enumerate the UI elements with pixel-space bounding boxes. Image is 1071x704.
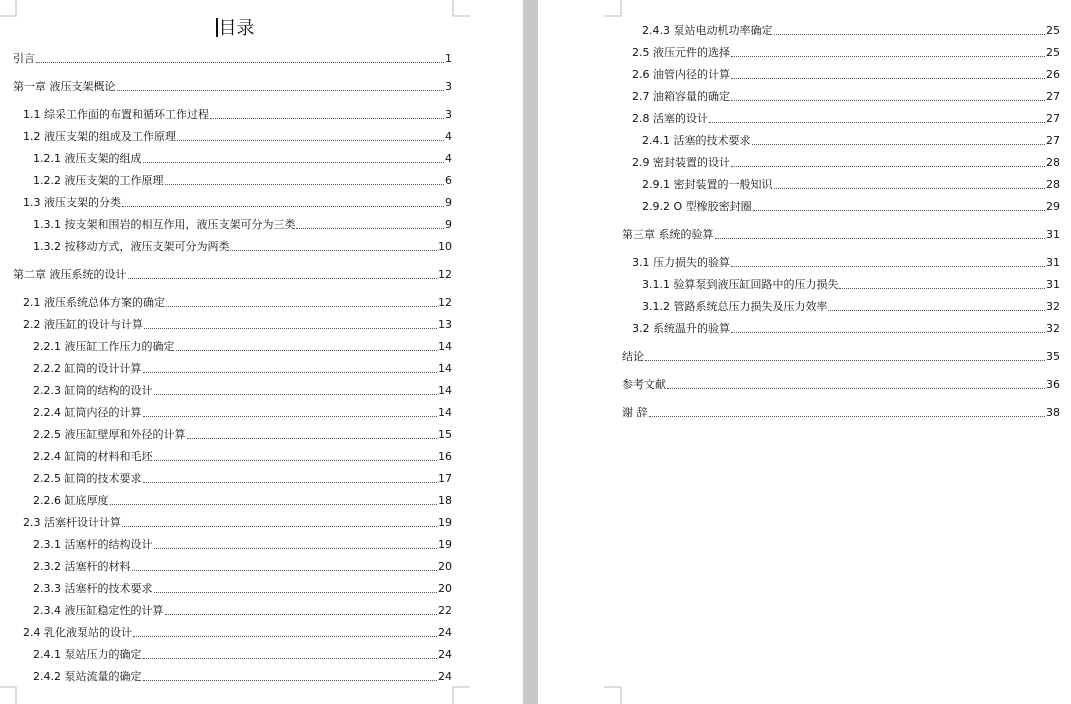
dot-leader bbox=[143, 658, 438, 659]
page-number: 1 bbox=[445, 52, 452, 65]
dot-leader bbox=[122, 206, 444, 207]
page-number: 24 bbox=[438, 648, 452, 661]
toc-entry[interactable]: 2.2.5 液压缸壁厚和外径的计算 15 bbox=[33, 428, 452, 441]
toc-entry[interactable]: 2.2.4 缸筒的材料和毛坯 16 bbox=[33, 450, 452, 463]
toc-entry[interactable]: 2.2.5 缸筒的技术要求 17 bbox=[33, 472, 452, 485]
dot-leader bbox=[154, 394, 438, 395]
dot-leader bbox=[667, 388, 1045, 389]
page-number: 9 bbox=[445, 218, 452, 231]
toc-entry[interactable]: 1.3 液压支架的分类 9 bbox=[23, 196, 452, 209]
toc-entry[interactable]: 2.2.1 液压缸工作压力的确定 14 bbox=[33, 340, 452, 353]
toc-entry[interactable]: 2.5 液压元件的选择 25 bbox=[632, 46, 1060, 59]
toc-title[interactable] bbox=[0, 14, 470, 40]
dot-leader bbox=[731, 56, 1045, 57]
page-number: 27 bbox=[1046, 112, 1060, 125]
toc-entry[interactable]: 2.4.3 泵站电动机功率确定 25 bbox=[642, 24, 1060, 37]
dot-leader bbox=[187, 438, 438, 439]
dot-leader bbox=[36, 62, 444, 63]
page-number: 14 bbox=[438, 362, 452, 375]
page-number: 32 bbox=[1046, 300, 1060, 313]
page-number: 31 bbox=[1046, 278, 1060, 291]
toc-entry[interactable]: 1.2.2 液压支架的工作原理 6 bbox=[33, 174, 452, 187]
dot-leader bbox=[731, 166, 1045, 167]
toc-entry[interactable]: 3.1.2 管路系统总压力损失及压力效率 32 bbox=[642, 300, 1060, 313]
toc-entry[interactable]: 结论 35 bbox=[622, 350, 1060, 363]
toc-entry[interactable]: 2.3.4 液压缸稳定性的计算 22 bbox=[33, 604, 452, 617]
dot-leader bbox=[128, 278, 438, 279]
page-number: 9 bbox=[445, 196, 452, 209]
dot-leader bbox=[753, 210, 1045, 211]
dot-leader bbox=[828, 310, 1045, 311]
dot-leader bbox=[839, 288, 1045, 289]
dot-leader bbox=[154, 592, 438, 593]
dot-leader bbox=[144, 328, 437, 329]
dot-leader bbox=[133, 636, 437, 637]
toc-entry[interactable]: 2.3.2 活塞杆的材料 20 bbox=[33, 560, 452, 573]
dot-leader bbox=[154, 548, 438, 549]
toc-entry[interactable]: 1.2.1 液压支架的组成 4 bbox=[33, 152, 452, 165]
toc-entry[interactable]: 2.9 密封装置的设计 28 bbox=[632, 156, 1060, 169]
toc-entry[interactable]: 第二章 液压系统的设计 12 bbox=[13, 268, 452, 281]
toc-entry[interactable]: 2.3.3 活塞杆的技术要求 20 bbox=[33, 582, 452, 595]
toc-title-text: 目录 bbox=[218, 18, 255, 39]
dot-leader bbox=[715, 238, 1046, 239]
toc-entry[interactable]: 2.7 油箱容量的确定 27 bbox=[632, 90, 1060, 103]
page-number: 32 bbox=[1046, 322, 1060, 335]
page-number: 15 bbox=[438, 428, 452, 441]
document-page-right bbox=[538, 0, 1071, 704]
text-cursor bbox=[216, 18, 218, 37]
toc-entry[interactable]: 1.3.2 按移动方式，液压支架可分为两类 10 bbox=[33, 240, 452, 253]
page-number: 35 bbox=[1046, 350, 1060, 363]
dot-leader bbox=[143, 162, 445, 163]
dot-leader bbox=[709, 122, 1045, 123]
toc-entry[interactable]: 第一章 液压支架概论 3 bbox=[13, 80, 452, 93]
dot-leader bbox=[177, 140, 444, 141]
toc-entry[interactable]: 2.8 活塞的设计 27 bbox=[632, 112, 1060, 125]
toc-entry[interactable]: 参考文献 36 bbox=[622, 378, 1060, 391]
page-corner-mark bbox=[604, 686, 622, 704]
dot-leader bbox=[165, 184, 445, 185]
page-number: 31 bbox=[1046, 228, 1060, 241]
dot-leader bbox=[132, 570, 438, 571]
page-number: 14 bbox=[438, 406, 452, 419]
dot-leader bbox=[176, 350, 438, 351]
dot-leader bbox=[154, 460, 438, 461]
page-number: 28 bbox=[1046, 178, 1060, 191]
dot-leader bbox=[731, 78, 1045, 79]
toc-entry[interactable]: 2.2 液压缸的设计与计算 13 bbox=[23, 318, 452, 331]
toc-entry[interactable]: 2.2.6 缸底厚度 18 bbox=[33, 494, 452, 507]
page-number: 18 bbox=[438, 494, 452, 507]
page-number: 16 bbox=[438, 450, 452, 463]
dot-leader bbox=[774, 34, 1046, 35]
toc-entry[interactable]: 2.6 油管内径的计算 26 bbox=[632, 68, 1060, 81]
toc-entry[interactable]: 2.3.1 活塞杆的结构设计 19 bbox=[33, 538, 452, 551]
dot-leader bbox=[752, 144, 1046, 145]
page-number: 29 bbox=[1046, 200, 1060, 213]
page-corner-mark bbox=[452, 686, 470, 704]
toc-entry[interactable]: 2.2.3 缸筒的结构的设计 14 bbox=[33, 384, 452, 397]
page-number: 24 bbox=[438, 626, 452, 639]
page-number: 17 bbox=[438, 472, 452, 485]
dot-leader bbox=[731, 266, 1045, 267]
toc-entry[interactable]: 2.4.1 泵站压力的确定 24 bbox=[33, 648, 452, 661]
page-number: 19 bbox=[438, 516, 452, 529]
page-number: 20 bbox=[438, 582, 452, 595]
page-number: 4 bbox=[445, 152, 452, 165]
dot-leader bbox=[774, 188, 1046, 189]
page-number: 38 bbox=[1046, 406, 1060, 419]
dot-leader bbox=[645, 360, 1045, 361]
toc-entry[interactable]: 2.2.2 缸筒的设计计算 14 bbox=[33, 362, 452, 375]
page-number: 12 bbox=[438, 296, 452, 309]
toc-entry[interactable]: 3.1.1 验算泵到液压缸回路中的压力损失 31 bbox=[642, 278, 1060, 291]
dot-leader bbox=[117, 90, 445, 91]
dot-leader bbox=[143, 680, 438, 681]
dot-leader bbox=[166, 306, 437, 307]
page-number: 27 bbox=[1046, 134, 1060, 147]
toc-entry[interactable]: 第三章 系统的验算 31 bbox=[622, 228, 1060, 241]
page-number: 27 bbox=[1046, 90, 1060, 103]
page-number: 24 bbox=[438, 670, 452, 683]
dot-leader bbox=[210, 118, 444, 119]
toc-entry[interactable]: 1.2 液压支架的组成及工作原理 4 bbox=[23, 130, 452, 143]
page-number: 12 bbox=[438, 268, 452, 281]
toc-entry[interactable]: 2.3 活塞杆设计计算 19 bbox=[23, 516, 452, 529]
page-number: 13 bbox=[438, 318, 452, 331]
page-number: 20 bbox=[438, 560, 452, 573]
page-corner-mark bbox=[0, 686, 17, 704]
dot-leader bbox=[122, 526, 437, 527]
dot-leader bbox=[731, 332, 1045, 333]
toc-entry[interactable]: 1.1 综采工作面的布置和循环工作过程 3 bbox=[23, 108, 452, 121]
toc-entry[interactable]: 2.4.2 泵站流量的确定 24 bbox=[33, 670, 452, 683]
page-corner-mark bbox=[604, 0, 622, 17]
toc-entry[interactable]: 2.9.1 密封装置的一般知识 28 bbox=[642, 178, 1060, 191]
dot-leader bbox=[230, 250, 437, 251]
page-number: 22 bbox=[438, 604, 452, 617]
page-number: 25 bbox=[1046, 46, 1060, 59]
page-number: 19 bbox=[438, 538, 452, 551]
page-number: 4 bbox=[445, 130, 452, 143]
page-number: 3 bbox=[445, 108, 452, 121]
dot-leader bbox=[110, 504, 438, 505]
dot-leader bbox=[296, 228, 444, 229]
toc-entry[interactable]: 2.9.2 O 型橡胶密封圈 29 bbox=[642, 200, 1060, 213]
page-number: 28 bbox=[1046, 156, 1060, 169]
toc-entry[interactable]: 谢 辞 38 bbox=[622, 406, 1060, 419]
page-number: 31 bbox=[1046, 256, 1060, 269]
page-number: 10 bbox=[438, 240, 452, 253]
page-number: 14 bbox=[438, 340, 452, 353]
dot-leader bbox=[731, 100, 1045, 101]
page-number: 36 bbox=[1046, 378, 1060, 391]
page-number: 14 bbox=[438, 384, 452, 397]
toc-entry[interactable]: 2.4 乳化液泵站的设计 24 bbox=[23, 626, 452, 639]
page-number: 6 bbox=[445, 174, 452, 187]
toc-entry[interactable]: 1.3.1 按支架和围岩的相互作用，液压支架可分为三类 9 bbox=[33, 218, 452, 231]
toc-entry[interactable]: 3.2 系统温升的验算 32 bbox=[632, 322, 1060, 335]
toc-entry[interactable]: 2.1 液压系统总体方案的确定 12 bbox=[23, 296, 452, 309]
page-number: 3 bbox=[445, 80, 452, 93]
toc-entry[interactable]: 引言 1 bbox=[13, 52, 452, 65]
document-page-left bbox=[0, 0, 523, 704]
toc-entry[interactable]: 2.2.4 缸筒内径的计算 14 bbox=[33, 406, 452, 419]
dot-leader bbox=[143, 416, 438, 417]
page-number: 26 bbox=[1046, 68, 1060, 81]
dot-leader bbox=[143, 372, 438, 373]
toc-entry[interactable]: 3.1 压力损失的验算 31 bbox=[632, 256, 1060, 269]
page-gap bbox=[523, 0, 538, 704]
dot-leader bbox=[649, 416, 1046, 417]
dot-leader bbox=[143, 482, 438, 483]
dot-leader bbox=[165, 614, 438, 615]
toc-entry[interactable]: 2.4.1 活塞的技术要求 27 bbox=[642, 134, 1060, 147]
page-number: 25 bbox=[1046, 24, 1060, 37]
